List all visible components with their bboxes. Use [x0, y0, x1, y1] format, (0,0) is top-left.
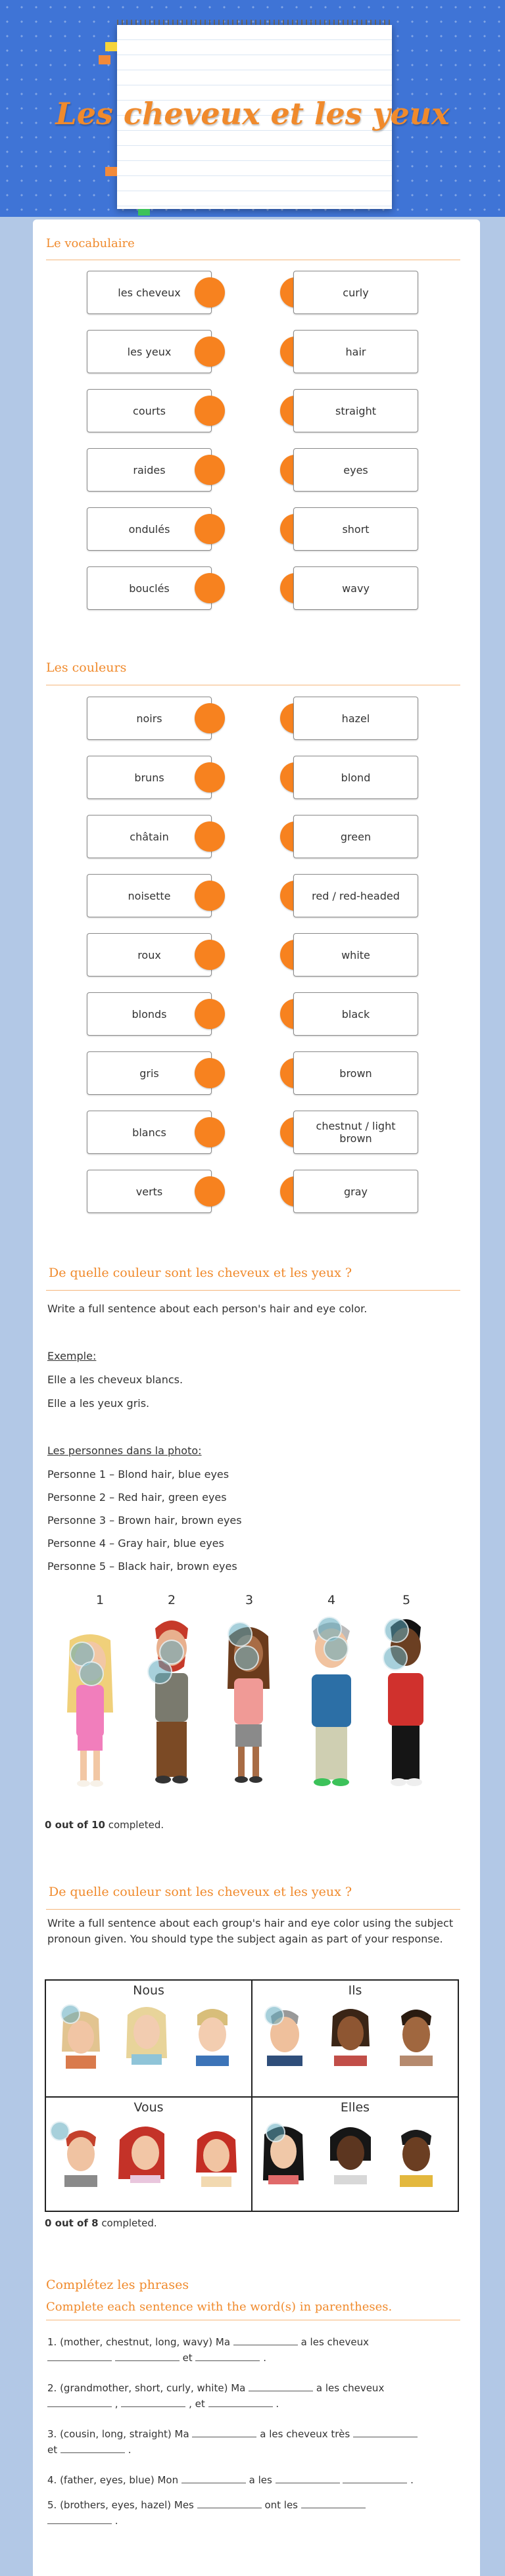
person-number: 4 [327, 1593, 336, 1607]
match-left-item[interactable]: châtain [87, 815, 212, 858]
answer-input[interactable] [353, 2427, 418, 2437]
sentence-1 [47, 2334, 455, 2366]
hotspot-icon[interactable] [228, 1622, 252, 1647]
vocab-heading: Le vocabulaire [46, 237, 135, 250]
answer-input[interactable] [47, 2351, 112, 2361]
answer-input[interactable] [192, 2427, 256, 2437]
sentence-text: 4. (father, eyes, blue) Mon [47, 2474, 179, 2486]
match-right-item[interactable]: short [293, 507, 418, 551]
connector-dot-icon[interactable] [195, 703, 225, 733]
connector-dot-icon[interactable] [195, 277, 225, 308]
match-right-item[interactable]: hair [293, 330, 418, 373]
q1-heading: De quelle couleur sont les cheveux et les yeux ? [49, 1266, 352, 1280]
tab-marker [105, 42, 117, 51]
face-figure [116, 2120, 164, 2183]
q1-progress [45, 1819, 164, 1831]
match-right-item[interactable]: curly [293, 271, 418, 314]
face-figure [192, 2124, 241, 2187]
sentence-text: . [128, 2444, 132, 2456]
sentence-text: a les cheveux très [260, 2428, 350, 2440]
sentence-text: 3. (cousin, long, straight) Ma [47, 2428, 189, 2440]
answer-input[interactable] [233, 2335, 298, 2345]
answer-input[interactable] [60, 2443, 125, 2453]
connector-dot-icon[interactable] [195, 999, 225, 1029]
match-right-item[interactable]: black [293, 992, 418, 1036]
match-right-item[interactable]: white [293, 933, 418, 977]
sentence-2 [47, 2380, 455, 2412]
score: 0 out of 10 [45, 1819, 105, 1831]
person-description: Personne 3 – Brown hair, brown eyes [47, 1514, 242, 1527]
match-left-item[interactable]: ondulés [87, 507, 212, 551]
match-left-item[interactable]: raides [87, 448, 212, 492]
answer-input[interactable] [195, 2351, 260, 2361]
example-sentence: Elle a les cheveux blancs. [47, 1373, 183, 1386]
hotspot-icon[interactable] [266, 2123, 285, 2142]
hotspot-icon[interactable] [384, 1618, 409, 1643]
connector-dot-icon[interactable] [195, 1058, 225, 1088]
sentence-text: , et [189, 2398, 205, 2410]
answer-input[interactable] [47, 2397, 112, 2407]
q3-subheading: Complete each sentence with the word(s) in parentheses. [46, 2300, 393, 2314]
hotspot-icon[interactable] [60, 2004, 80, 2024]
match-left-item[interactable]: blancs [87, 1111, 212, 1154]
example-label: Exemple: [47, 1350, 97, 1362]
tab-marker [138, 209, 150, 216]
face-figure [326, 2121, 375, 2184]
hotspot-icon[interactable] [50, 2121, 70, 2141]
match-left-item[interactable]: noisette [87, 874, 212, 917]
answer-input[interactable] [197, 2498, 262, 2508]
match-left-item[interactable]: gris [87, 1051, 212, 1095]
hotspot-icon[interactable] [234, 1645, 259, 1670]
score: 0 out of 8 [45, 2217, 99, 2229]
connector-dot-icon[interactable] [195, 514, 225, 544]
q2-heading: De quelle couleur sont les cheveux et les yeux ? [49, 1885, 352, 1899]
group-label: Ils [348, 1983, 362, 1998]
q3-heading: Complétez les phrases [46, 2278, 189, 2292]
person-description: Personne 4 – Gray hair, blue eyes [47, 1537, 224, 1550]
hotspot-icon[interactable] [383, 1645, 408, 1670]
hotspot-icon[interactable] [79, 1661, 104, 1686]
match-right-item[interactable]: green [293, 815, 418, 858]
match-right-item[interactable]: chestnut / light brown [293, 1111, 418, 1154]
divider [46, 1909, 460, 1910]
divider [46, 1290, 460, 1291]
match-left-item[interactable]: blonds [87, 992, 212, 1036]
sentence-text: , [114, 2398, 118, 2410]
hotspot-icon[interactable] [264, 2006, 284, 2025]
connector-dot-icon[interactable] [195, 881, 225, 911]
connector-dot-icon[interactable] [195, 573, 225, 603]
answer-input[interactable] [121, 2397, 185, 2407]
sentence-3 [47, 2426, 455, 2458]
sentence-text: 2. (grandmother, short, curly, white) Ma [47, 2382, 246, 2394]
answer-input[interactable] [249, 2381, 313, 2391]
person-description: Personne 1 – Blond hair, blue eyes [47, 1468, 229, 1481]
match-right-item[interactable]: gray [293, 1170, 418, 1213]
match-left-item[interactable]: roux [87, 933, 212, 977]
answer-input[interactable] [208, 2397, 273, 2407]
match-left-item[interactable]: courts [87, 389, 212, 432]
face-figure [326, 2003, 375, 2066]
sentence-text: 1. (mother, chestnut, long, wavy) Ma [47, 2336, 231, 2348]
sentence-text: . [276, 2398, 279, 2410]
person-number: 3 [245, 1593, 254, 1607]
answer-input[interactable] [47, 2514, 112, 2524]
sentence-5 [47, 2497, 455, 2529]
match-right-item[interactable]: blond [293, 756, 418, 799]
group-label: Elles [340, 2100, 370, 2115]
connector-dot-icon[interactable] [195, 762, 225, 793]
person-description: Personne 2 – Red hair, green eyes [47, 1491, 227, 1504]
group-label: Vous [133, 2100, 164, 2115]
connector-dot-icon[interactable] [195, 455, 225, 485]
sentence-text: 5. (brothers, eyes, hazel) Mes [47, 2499, 194, 2511]
colors-heading: Les couleurs [46, 660, 127, 675]
sentence-4 [47, 2472, 455, 2488]
match-right-item[interactable]: hazel [293, 697, 418, 740]
match-left-item[interactable]: les yeux [87, 330, 212, 373]
match-left-item[interactable]: bouclés [87, 566, 212, 610]
completed-label: completed. [108, 1819, 164, 1831]
match-left-item[interactable]: noirs [87, 697, 212, 740]
connector-dot-icon[interactable] [195, 821, 225, 852]
example-sentence: Elle a les yeux gris. [47, 1397, 150, 1410]
person-number: 5 [402, 1593, 411, 1607]
person-description: Personne 5 – Black hair, brown eyes [47, 1560, 237, 1573]
answer-input[interactable] [276, 2473, 340, 2483]
match-left-item[interactable]: bruns [87, 756, 212, 799]
connector-dot-icon[interactable] [195, 336, 225, 367]
tab-marker [105, 167, 117, 176]
face-figure [392, 2124, 441, 2187]
people-label: Les personnes dans la photo: [47, 1444, 202, 1457]
completed-label: completed. [101, 2217, 157, 2229]
match-left-item[interactable]: les cheveux [87, 271, 212, 314]
person-number: 2 [168, 1593, 176, 1607]
sentence-text: a les cheveux [316, 2382, 385, 2394]
match-right-item[interactable]: straight [293, 389, 418, 432]
connector-dot-icon[interactable] [195, 1117, 225, 1147]
match-right-item[interactable]: eyes [293, 448, 418, 492]
sentence-text: ont les [264, 2499, 298, 2511]
page-title: Les cheveux et les yeux [55, 96, 450, 131]
connector-dot-icon[interactable] [195, 1176, 225, 1207]
sentence-text: . [114, 2515, 118, 2527]
sentence-text: a les cheveux [301, 2336, 370, 2348]
sentence-text: . [263, 2352, 267, 2364]
face-figure [392, 2003, 441, 2066]
match-right-item[interactable]: brown [293, 1051, 418, 1095]
hotspot-icon[interactable] [147, 1659, 172, 1684]
face-figure [188, 2003, 237, 2066]
match-left-item[interactable]: verts [87, 1170, 212, 1213]
sentence-text: a les [249, 2474, 272, 2486]
answer-input[interactable] [181, 2473, 246, 2483]
tab-marker [99, 55, 110, 64]
hotspot-icon[interactable] [324, 1636, 349, 1661]
match-right-item[interactable]: red / red-headed [293, 874, 418, 917]
person-5-figure [377, 1614, 434, 1791]
sentence-text: . [410, 2474, 414, 2486]
match-right-item[interactable]: wavy [293, 566, 418, 610]
answer-input[interactable] [115, 2351, 180, 2361]
connector-dot-icon[interactable] [195, 396, 225, 426]
sentence-text: et [182, 2352, 193, 2364]
person-number: 1 [96, 1593, 105, 1607]
q2-progress [45, 2217, 157, 2229]
group-label: Nous [133, 1983, 164, 1998]
sentence-text: et [47, 2444, 58, 2456]
q1-instruction: Write a full sentence about each person's hair and eye color. [47, 1302, 368, 1315]
face-figure [122, 2002, 171, 2065]
q2-instruction: Write a full sentence about each group's hair and eye color using the subject pronoun given. You should type the subject again as part of your response. [47, 1917, 454, 1945]
answer-input[interactable] [343, 2473, 407, 2483]
answer-input[interactable] [301, 2498, 366, 2508]
connector-dot-icon[interactable] [195, 940, 225, 970]
